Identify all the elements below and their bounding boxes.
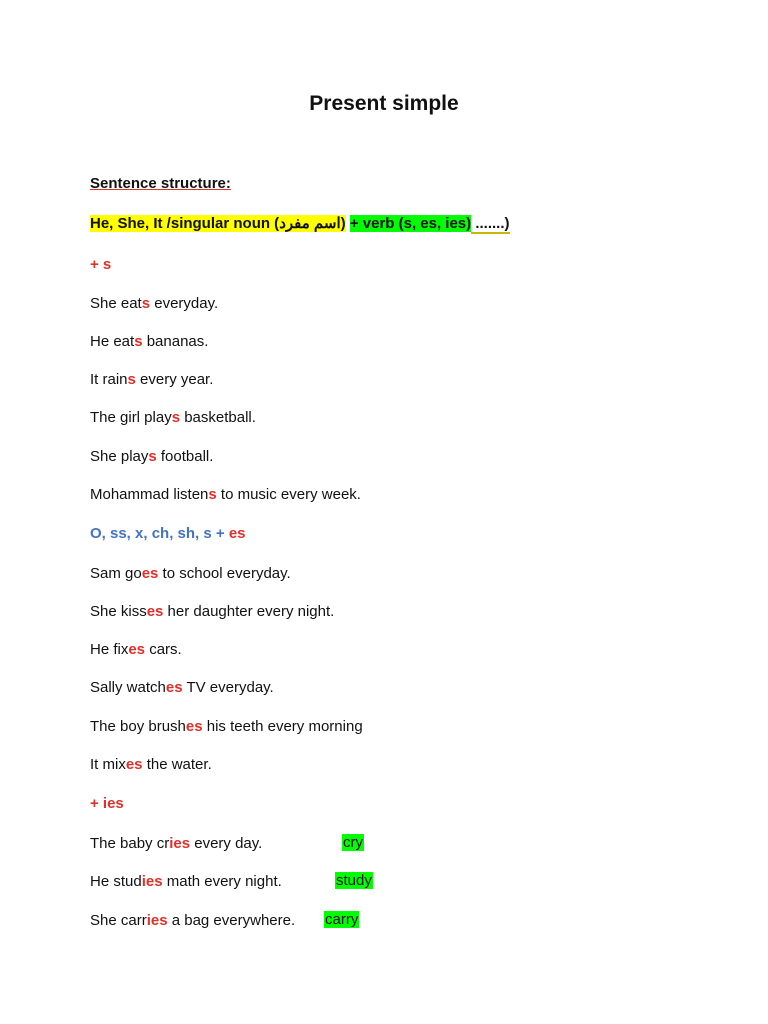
page-title: Present simple [309, 92, 459, 115]
rule-s-heading: + s [90, 256, 112, 273]
example-sentence: It mixes the water. [90, 756, 212, 773]
example-sentence: Sam goes to school everyday. [90, 565, 291, 582]
rule-ies-heading: + ies [90, 795, 124, 812]
base-verb-highlight: carry [325, 911, 359, 928]
example-sentence: He eats bananas. [90, 333, 209, 350]
base-verb-highlight: study [336, 872, 372, 889]
section-heading: Sentence structure: [90, 175, 231, 192]
example-sentence: It rains every year. [90, 371, 214, 388]
example-sentence: She carries a bag everywhere. [90, 912, 296, 929]
structure-verb: + verb (s, es, ies) [349, 215, 472, 232]
example-sentence: She kisses her daughter every night. [90, 603, 335, 620]
structure-rest: .......) [471, 215, 510, 232]
example-sentence: Mohammad listens to music every week. [90, 486, 361, 503]
example-sentence: She eats everyday. [90, 295, 219, 312]
example-sentence: The baby cries every day. [90, 835, 263, 852]
example-sentence: She plays football. [90, 448, 214, 465]
example-sentence: The boy brushes his teeth every morning [90, 718, 363, 735]
rule-es-heading: O, ss, x, ch, sh, s + es [90, 525, 246, 542]
example-sentence: The girl plays basketball. [90, 409, 256, 426]
example-sentence: He fixes cars. [90, 641, 182, 658]
example-sentence: He studies math every night. [90, 873, 282, 890]
example-sentence: Sally watches TV everyday. [90, 679, 274, 696]
structure-subject: He, She, It /singular noun (اسم مفرد) [90, 215, 346, 232]
structure-formula [90, 214, 510, 232]
base-verb-highlight: cry [343, 834, 363, 851]
